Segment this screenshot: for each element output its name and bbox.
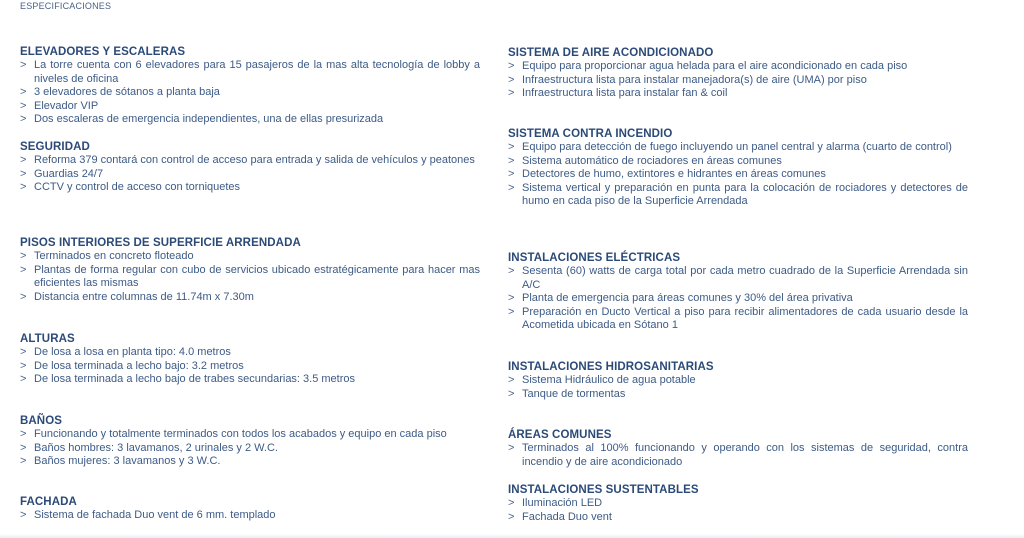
chevron-right-icon: > (20, 455, 27, 468)
chevron-right-icon: > (508, 87, 515, 100)
chevron-right-icon: > (508, 497, 515, 509)
chevron-right-icon: > (20, 250, 27, 262)
list-item: > 3 elevadores de sótanos a planta baja (20, 86, 220, 99)
section-title: INSTALACIONES HIDROSANITARIAS (508, 361, 714, 373)
list-item: > Fachada Duo vent (508, 510, 612, 523)
chevron-right-icon: > (508, 60, 515, 72)
chevron-right-icon: > (508, 141, 515, 153)
list-item: > Sistema automático de rociadores en áreas comunes (508, 154, 782, 167)
chevron-right-icon: > (508, 442, 515, 454)
list-item: > Sistema vertical y preparación en punta para la colocación de rociadores y detectores de humo en cada piso de la Superficie Arrendada (508, 181, 968, 208)
chevron-right-icon: > (20, 509, 27, 521)
list-item: > Sistema de fachada Duo vent de 6 mm. templado (20, 509, 276, 521)
list-item: > Sesenta (60) watts de carga total por cada metro cuadrado de la Superficie Arrendada sin A/C (508, 265, 968, 291)
chevron-right-icon: > (508, 154, 515, 167)
list-item: > Infraestructura lista para instalar manejadora(s) de aire (UMA) por piso (508, 73, 867, 86)
section-fachada (20, 495, 480, 523)
section-banos (20, 414, 480, 469)
page-bottom-edge (0, 534, 1024, 538)
list-item: > Infraestructura lista para instalar fan & coil (508, 87, 728, 100)
chevron-right-icon: > (508, 265, 515, 277)
list-item: > Elevador VIP (20, 99, 99, 112)
chevron-right-icon: > (508, 374, 515, 386)
section-areas-comunes (508, 428, 968, 469)
section-pisos-interiores (20, 236, 480, 304)
section-title: SEGURIDAD (20, 141, 90, 153)
section-aire-acondicionado (508, 46, 968, 101)
list-item: > Reforma 379 contará con control de acceso para entrada y salida de vehículos y peatones (20, 154, 475, 166)
chevron-right-icon: > (508, 292, 515, 305)
list-item: > Tanque de tormentas (508, 387, 626, 400)
section-title: ÁREAS COMUNES (508, 429, 612, 441)
chevron-right-icon: > (508, 181, 515, 194)
list-item: > Planta de emergencia para áreas comunes y 30% del área privativa (508, 292, 853, 305)
chevron-right-icon: > (20, 113, 27, 126)
page-header: ESPECIFICACIONES (20, 1, 112, 11)
list-item: > De losa a losa en planta tipo: 4.0 metros (20, 346, 231, 358)
section-contra-incendio (508, 127, 968, 209)
list-item: > Terminados en concreto floteado (20, 250, 194, 262)
list-item: > Funcionando y totalmente terminados con todos los acabados y equipo en cada piso (20, 428, 447, 440)
section-title: INSTALACIONES SUSTENTABLES (508, 484, 699, 496)
chevron-right-icon: > (20, 167, 27, 180)
chevron-right-icon: > (20, 86, 27, 99)
chevron-right-icon: > (508, 510, 515, 523)
list-item: > Guardias 24/7 (20, 167, 104, 180)
list-item: > Sistema Hidráulico de agua potable (508, 374, 696, 386)
list-item: > Dos escaleras de emergencia independientes, una de ellas presurizada (20, 113, 384, 126)
section-title: SISTEMA DE AIRE ACONDICIONADO (508, 47, 714, 59)
chevron-right-icon: > (20, 359, 27, 372)
section-seguridad (20, 140, 480, 195)
section-title: ELEVADORES Y ESCALERAS (20, 46, 186, 58)
section-electricas (508, 251, 968, 333)
chevron-right-icon: > (20, 59, 27, 71)
section-title: ALTURAS (20, 333, 75, 345)
section-alturas (20, 332, 480, 387)
chevron-right-icon: > (20, 373, 27, 386)
list-item: > De losa terminada a lecho bajo de trabes secundarias: 3.5 metros (20, 373, 356, 386)
list-item: > Preparación en Ducto Vertical a piso para recibir alimentadores de cada usuario desde la Acometida ubicada en Sótano 1 (508, 305, 968, 332)
section-title: FACHADA (20, 496, 77, 508)
list-item: > Baños mujeres: 3 lavamanos y 3 W.C. (20, 455, 221, 468)
list-item: > La torre cuenta con 6 elevadores para 15 pasajeros de la mas alta tecnología de lobby a niveles de oficina (20, 59, 480, 85)
section-title: SISTEMA CONTRA INCENDIO (508, 128, 673, 140)
section-title: PISOS INTERIORES DE SUPERFICIE ARRENDADA (20, 237, 301, 249)
list-item: > De losa terminada a lecho bajo: 3.2 metros (20, 359, 244, 372)
section-sustentables (508, 483, 968, 524)
list-item: > Equipo para detección de fuego incluyendo un panel central y alarma (cuarto de control) (508, 141, 952, 153)
chevron-right-icon: > (20, 346, 27, 358)
chevron-right-icon: > (20, 290, 27, 303)
chevron-right-icon: > (20, 154, 27, 166)
chevron-right-icon: > (20, 263, 27, 276)
chevron-right-icon: > (20, 428, 27, 440)
list-item: > Terminados al 100% funcionando y operando con los sistemas de seguridad, contra incendio y de aire acondicionado (508, 442, 968, 468)
chevron-right-icon: > (20, 181, 27, 194)
list-item: > CCTV y control de acceso con torniquetes (20, 181, 241, 194)
list-item: > Distancia entre columnas de 11.74m x 7.30m (20, 290, 254, 303)
section-hidrosanitarias (508, 360, 968, 401)
chevron-right-icon: > (508, 387, 515, 400)
list-item: > Iluminación LED (508, 497, 603, 509)
section-title: BAÑOS (20, 415, 63, 427)
chevron-right-icon: > (20, 441, 27, 454)
list-item: > Plantas de forma regular con cubo de servicios ubicado estratégicamente para hacer mas eficientes las mismas (20, 263, 480, 290)
chevron-right-icon: > (508, 73, 515, 86)
section-elevadores (20, 45, 480, 127)
chevron-right-icon: > (508, 305, 515, 318)
list-item: > Equipo para proporcionar agua helada para el aire acondicionado en cada piso (508, 60, 908, 72)
chevron-right-icon: > (20, 99, 27, 112)
section-title: INSTALACIONES ELÉCTRICAS (508, 252, 681, 264)
list-item: > Baños hombres: 3 lavamanos, 2 urinales y 2 W.C. (20, 441, 278, 454)
chevron-right-icon: > (508, 168, 515, 181)
list-item: > Detectores de humo, extintores e hidrantes en áreas comunes (508, 168, 826, 181)
